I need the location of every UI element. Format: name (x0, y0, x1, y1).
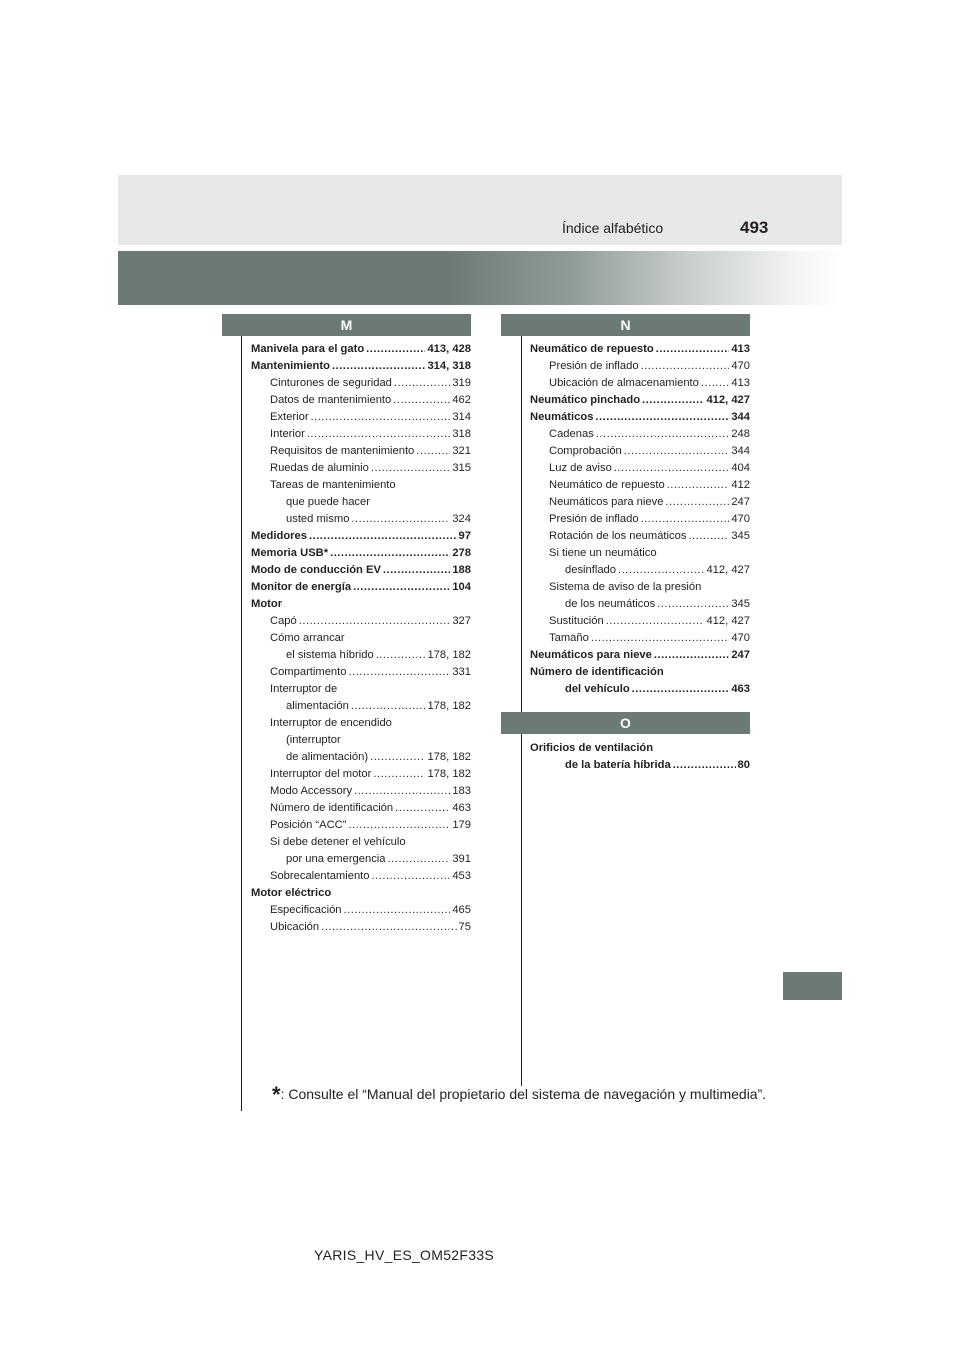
column-divider-middle (521, 336, 522, 1086)
index-entry-text: Motor (251, 598, 283, 610)
dot-leader (372, 868, 451, 885)
index-entry-text: Cómo arrancar (270, 632, 345, 644)
index-entry-pages: 314 (452, 411, 471, 423)
index-entry-text: Presión de inflado (549, 513, 639, 525)
index-entry-text: Interior (270, 428, 305, 440)
index-entry-text: del vehículo (565, 683, 630, 695)
index-entry (251, 528, 471, 545)
index-entry-pages: 412, 427 (706, 564, 750, 576)
dot-leader (351, 511, 450, 528)
index-entry-pages: 453 (452, 870, 471, 882)
index-entry-text: Sistema de aviso de la presión (549, 581, 702, 593)
index-entry (251, 664, 471, 681)
dot-leader (330, 545, 450, 562)
index-entry (530, 477, 750, 494)
index-entry (251, 392, 471, 409)
dot-leader (348, 664, 450, 681)
dot-leader (673, 757, 736, 774)
dot-leader (353, 579, 450, 596)
index-column-n (530, 341, 750, 698)
dot-leader (591, 630, 730, 647)
index-entry-text: Interruptor de encendido (270, 717, 392, 729)
index-entry-text: Ubicación (270, 921, 320, 933)
index-entry-pages: 248 (731, 428, 750, 440)
index-entry (530, 740, 750, 757)
index-entry (530, 341, 750, 358)
index-entry (530, 664, 750, 681)
index-entry-pages: 412 (731, 479, 750, 491)
index-entry (251, 375, 471, 392)
index-entry-pages: 319 (452, 377, 471, 389)
index-entry-text: Especificación (270, 904, 342, 916)
index-entry-pages: 463 (452, 802, 471, 814)
index-column-o (530, 740, 750, 774)
index-entry (530, 426, 750, 443)
index-entry (530, 681, 750, 698)
index-entry-text: Compartimento (270, 666, 347, 678)
index-entry-text: que puede hacer (286, 496, 370, 508)
index-entry-text: de la batería híbrida (565, 759, 671, 771)
index-entry-text: Posición “ACC” (270, 819, 347, 831)
decorative-gradient-band (118, 251, 842, 305)
index-entry-pages: 278 (452, 547, 471, 559)
index-entry (251, 562, 471, 579)
index-entry-pages: 413 (731, 377, 750, 389)
index-entry (251, 681, 471, 698)
index-entry (251, 732, 471, 749)
index-entry-pages: 463 (731, 683, 750, 695)
index-entry-text: de los neumáticos (565, 598, 656, 610)
index-entry (530, 757, 750, 774)
index-entry-text: Tamaño (549, 632, 589, 644)
column-divider-left (241, 336, 242, 1111)
dot-leader (641, 358, 730, 375)
index-entry-text: (interruptor (286, 734, 341, 746)
index-entry-text: Cadenas (549, 428, 594, 440)
index-entry-text: Número de identificación (530, 666, 664, 678)
dot-leader (618, 562, 704, 579)
index-entry (530, 392, 750, 409)
index-entry (530, 630, 750, 647)
dot-leader (332, 358, 426, 375)
dot-leader (370, 749, 425, 766)
index-entry-text: Manivela para el gato (251, 343, 365, 355)
index-entry-text: Datos de mantenimiento (270, 394, 392, 406)
index-entry-pages: 178, 182 (427, 768, 471, 780)
index-entry-pages: 178, 182 (427, 649, 471, 661)
index-entry-pages: 318 (452, 428, 471, 440)
index-entry-pages: 104 (452, 581, 471, 593)
index-entry (251, 358, 471, 375)
index-entry-pages: 345 (731, 598, 750, 610)
index-entry-text: Neumático de repuesto (549, 479, 665, 491)
dot-leader (383, 562, 450, 579)
index-entry (530, 613, 750, 630)
dot-leader (642, 392, 704, 409)
dot-leader (373, 766, 425, 783)
index-entry-pages: 412, 427 (706, 615, 750, 627)
footnote (272, 1082, 766, 1108)
dot-leader (656, 341, 730, 358)
index-entry (251, 834, 471, 851)
index-entry-text: Si tiene un neumático (549, 547, 657, 559)
index-entry-pages: 178, 182 (427, 751, 471, 763)
letter-header-o: O (501, 712, 750, 734)
index-entry (530, 545, 750, 562)
index-entry-pages: 80 (737, 759, 750, 771)
footnote-marker: * (272, 1082, 281, 1107)
index-entry-pages: 75 (458, 921, 471, 933)
index-column-m (251, 341, 471, 936)
dot-leader (309, 528, 457, 545)
index-entry (251, 460, 471, 477)
index-entry (530, 579, 750, 596)
index-entry-text: Requisitos de mantenimiento (270, 445, 415, 457)
index-entry (530, 443, 750, 460)
dot-leader (665, 494, 729, 511)
index-entry (251, 409, 471, 426)
dot-leader (388, 851, 451, 868)
index-entry-pages: 465 (452, 904, 471, 916)
index-entry (251, 494, 471, 511)
index-entry (251, 630, 471, 647)
index-entry-text: Neumático pinchado (530, 394, 641, 406)
index-entry (251, 511, 471, 528)
dot-leader (394, 375, 450, 392)
index-entry-text: Neumáticos para nieve (530, 649, 652, 661)
index-entry-pages: 97 (458, 530, 471, 542)
index-entry (251, 885, 471, 902)
index-entry (251, 545, 471, 562)
index-entry-text: Exterior (270, 411, 309, 423)
index-entry (251, 647, 471, 664)
index-entry (251, 341, 471, 358)
index-entry-pages: 188 (452, 564, 471, 576)
index-entry-pages: 404 (731, 462, 750, 474)
index-entry-text: de alimentación) (286, 751, 369, 763)
index-entry (530, 358, 750, 375)
dot-leader (701, 375, 729, 392)
index-entry-text: Ubicación de almacenamiento (549, 377, 699, 389)
index-entry-text: Capó (270, 615, 297, 627)
index-entry-text: Neumáticos para nieve (549, 496, 664, 508)
index-entry (251, 698, 471, 715)
index-entry (251, 766, 471, 783)
index-entry-text: Monitor de energía (251, 581, 352, 593)
dot-leader (641, 511, 730, 528)
index-entry (251, 579, 471, 596)
index-entry (251, 749, 471, 766)
dot-leader (354, 783, 450, 800)
index-entry (251, 443, 471, 460)
index-entry-text: Modo de conducción EV (251, 564, 381, 576)
index-entry (251, 868, 471, 885)
index-entry-pages: 314, 318 (427, 360, 471, 372)
dot-leader (307, 426, 451, 443)
dot-leader (624, 443, 730, 460)
dot-leader (416, 443, 450, 460)
dot-leader (395, 800, 450, 817)
dot-leader (348, 817, 450, 834)
index-entry-pages: 344 (731, 445, 750, 457)
index-entry (251, 800, 471, 817)
page-number: 493 (740, 218, 769, 237)
chapter-side-tab (783, 972, 842, 1000)
index-entry-text: Comprobación (549, 445, 622, 457)
index-entry-text: Neumático de repuesto (530, 343, 654, 355)
index-entry-pages: 470 (731, 513, 750, 525)
index-entry-text: Presión de inflado (549, 360, 639, 372)
index-entry-pages: 315 (452, 462, 471, 474)
index-entry (251, 851, 471, 868)
index-entry-pages: 247 (731, 496, 750, 508)
index-entry-pages: 345 (731, 530, 750, 542)
index-entry-text: por una emergencia (286, 853, 386, 865)
index-entry-pages: 183 (452, 785, 471, 797)
index-entry-pages: 179 (452, 819, 471, 831)
index-entry (530, 596, 750, 613)
index-entry (530, 375, 750, 392)
index-entry-pages: 462 (452, 394, 471, 406)
dot-leader (614, 460, 730, 477)
index-entry-pages: 327 (452, 615, 471, 627)
index-entry-text: Cinturones de seguridad (270, 377, 392, 389)
index-entry (251, 817, 471, 834)
index-entry-text: Interruptor de (270, 683, 338, 695)
index-entry-pages: 247 (731, 649, 750, 661)
index-entry-text: Sobrecalentamiento (270, 870, 370, 882)
dot-leader (595, 409, 729, 426)
index-entry-pages: 391 (452, 853, 471, 865)
dot-leader (371, 460, 450, 477)
index-entry-text: Motor eléctrico (251, 887, 332, 899)
index-entry-text: usted mismo (286, 513, 350, 525)
index-entry-pages: 331 (452, 666, 471, 678)
index-entry-text: Mantenimiento (251, 360, 330, 372)
index-entry (530, 460, 750, 477)
index-entry-pages: 324 (452, 513, 471, 525)
index-entry (251, 715, 471, 732)
index-entry-text: Luz de aviso (549, 462, 612, 474)
index-entry-text: Neumáticos (530, 411, 594, 423)
dot-leader (606, 613, 705, 630)
index-entry-text: Interruptor del motor (270, 768, 372, 780)
index-entry (251, 919, 471, 936)
letter-header-m: M (222, 314, 471, 336)
dot-leader (654, 647, 729, 664)
index-entry-text: Modo Accessory (270, 785, 353, 797)
index-entry (251, 783, 471, 800)
index-entry-text: Medidores (251, 530, 307, 542)
index-entry-text: Tareas de mantenimiento (270, 479, 396, 491)
index-entry (251, 613, 471, 630)
dot-leader (299, 613, 451, 630)
index-entry-text: Sustitución (549, 615, 604, 627)
index-entry-pages: 321 (452, 445, 471, 457)
dot-leader (351, 698, 426, 715)
index-entry-text: Ruedas de aluminio (270, 462, 369, 474)
index-entry-pages: 344 (731, 411, 750, 423)
index-entry-text: Rotación de los neumáticos (549, 530, 687, 542)
dot-leader (376, 647, 426, 664)
index-entry-pages: 412, 427 (706, 394, 750, 406)
section-title: Índice alfabético (562, 220, 664, 236)
index-entry-text: Si debe detener el vehículo (270, 836, 406, 848)
index-entry-pages: 178, 182 (427, 700, 471, 712)
index-entry (530, 647, 750, 664)
index-entry-pages: 413, 428 (427, 343, 471, 355)
index-entry-text: Orificios de ventilación (530, 742, 654, 754)
dot-leader (596, 426, 730, 443)
dot-leader (393, 392, 450, 409)
index-entry-text: alimentación (286, 700, 349, 712)
dot-leader (311, 409, 451, 426)
dot-leader (321, 919, 456, 936)
header-band (118, 175, 842, 245)
dot-leader (344, 902, 451, 919)
dot-leader (667, 477, 730, 494)
index-entry-text: desinflado (565, 564, 617, 576)
index-entry (251, 477, 471, 494)
index-entry (530, 528, 750, 545)
dot-leader (657, 596, 729, 613)
index-entry-pages: 470 (731, 360, 750, 372)
index-entry (251, 426, 471, 443)
index-entry (251, 596, 471, 613)
index-entry-pages: 413 (731, 343, 750, 355)
index-entry (530, 409, 750, 426)
index-entry (530, 511, 750, 528)
dot-leader (366, 341, 425, 358)
letter-header-n: N (501, 314, 750, 336)
index-entry-pages: 470 (731, 632, 750, 644)
dot-leader (688, 528, 729, 545)
index-entry-text: Memoria USB* (251, 547, 329, 559)
index-entry (251, 902, 471, 919)
index-entry-text: el sistema híbrido (286, 649, 374, 661)
index-entry (530, 494, 750, 511)
index-entry (530, 562, 750, 579)
footnote-text: : Consulte el “Manual del propietario del sistema de navegación y multimedia”. (280, 1086, 767, 1102)
document-code: YARIS_HV_ES_OM52F33S (314, 1247, 495, 1263)
dot-leader (632, 681, 730, 698)
index-entry-text: Número de identificación (270, 802, 394, 814)
